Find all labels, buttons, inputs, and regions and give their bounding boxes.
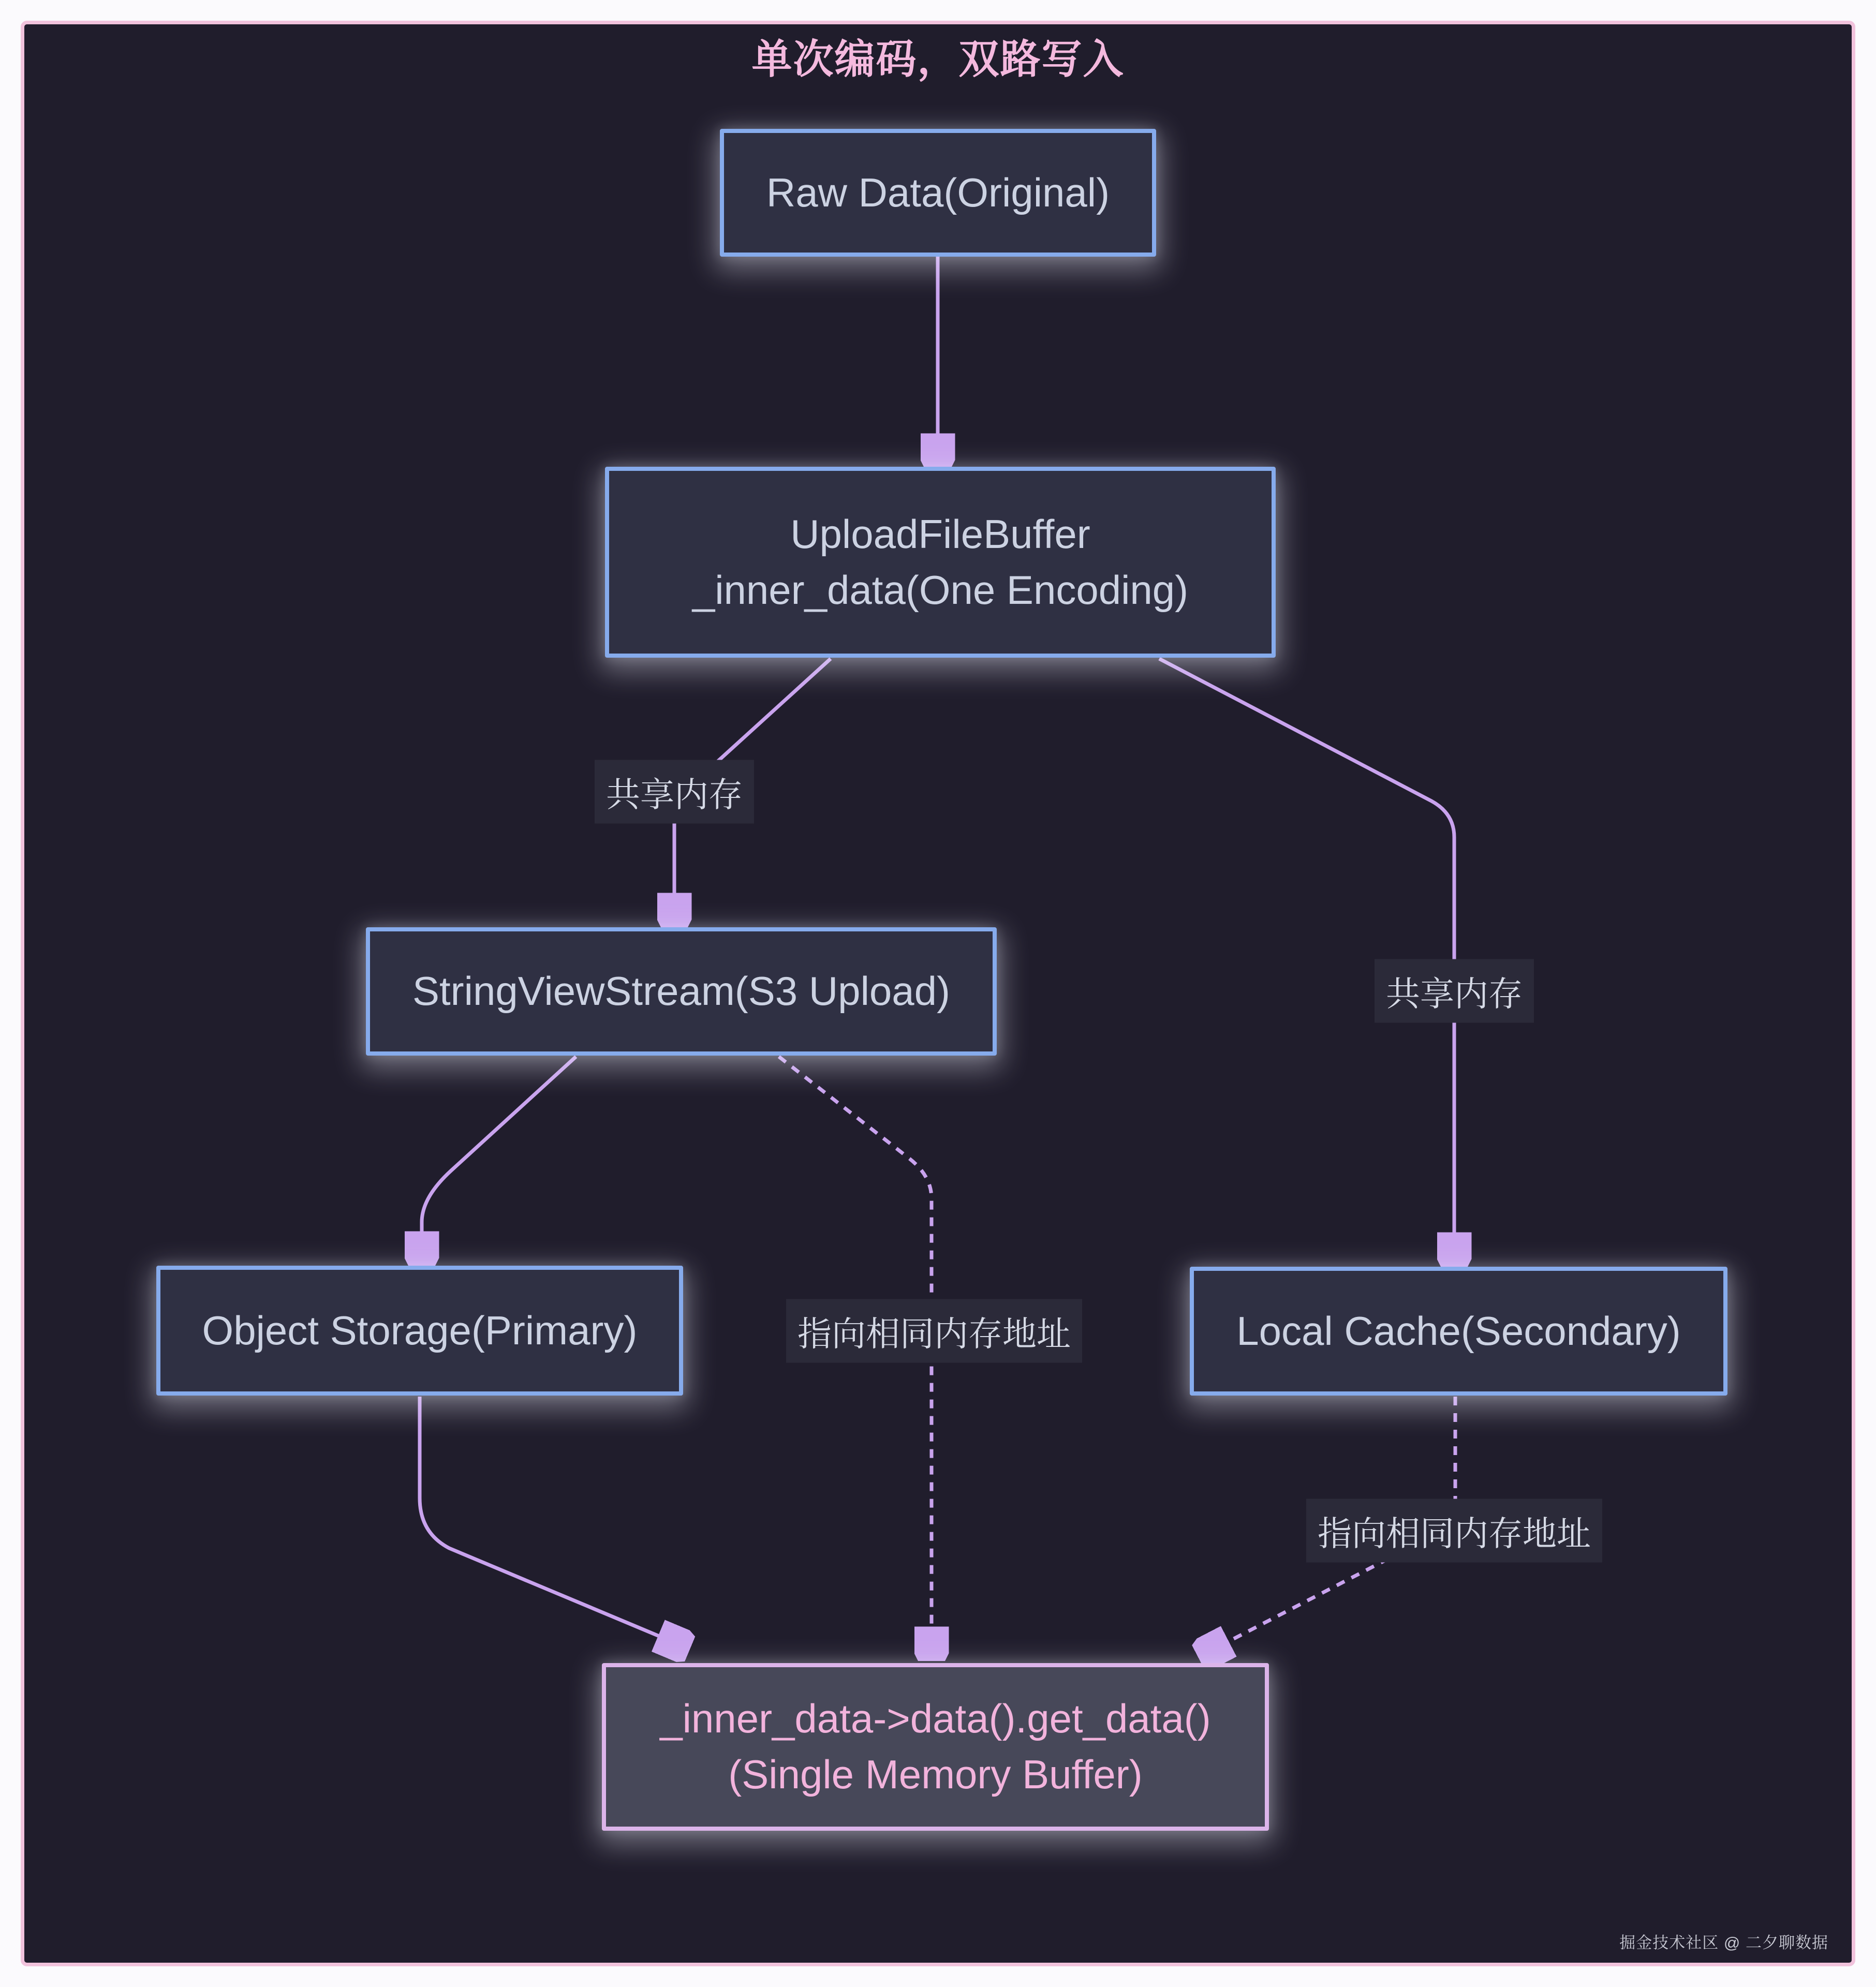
edge-label-shared-memory-right: 共享内存 — [1375, 959, 1534, 1023]
edge-label-same-address-right: 指向相同内存地址 — [1306, 1499, 1602, 1563]
node-upload-file-buffer-line2: _inner_data(One Encoding) — [692, 567, 1189, 613]
node-single-memory-buffer-line1: _inner_data->data().get_data() — [660, 1696, 1211, 1742]
node-object-storage — [156, 1266, 683, 1396]
node-local-cache — [1190, 1267, 1727, 1396]
watermark-text: 掘金技术社区 @ 二夕聊数据 — [1619, 1934, 1828, 1952]
node-object-storage-label: Object Storage(Primary) — [202, 1307, 638, 1353]
edge-label-same-address-middle: 指向相同内存地址 — [786, 1299, 1082, 1363]
edge-label-shared-memory-left: 共享内存 — [595, 760, 754, 824]
node-raw-data-label: Raw Data(Original) — [766, 169, 1110, 215]
node-raw-data — [720, 129, 1156, 257]
node-string-view-stream-label: StringViewStream(S3 Upload) — [412, 968, 951, 1014]
node-local-cache-label: Local Cache(Secondary) — [1236, 1308, 1681, 1354]
diagram-title: 单次编码，双路写入 — [751, 36, 1125, 82]
node-upload-file-buffer — [605, 467, 1276, 658]
edge-objectstorage-to-buffer — [420, 1397, 685, 1647]
node-string-view-stream — [366, 927, 997, 1056]
node-upload-file-buffer-line1: UploadFileBuffer — [790, 511, 1090, 557]
node-single-memory-buffer — [602, 1663, 1269, 1831]
edge-stringviewstream-to-objectstorage — [422, 1057, 576, 1261]
node-single-memory-buffer-line2: (Single Memory Buffer) — [728, 1752, 1143, 1797]
